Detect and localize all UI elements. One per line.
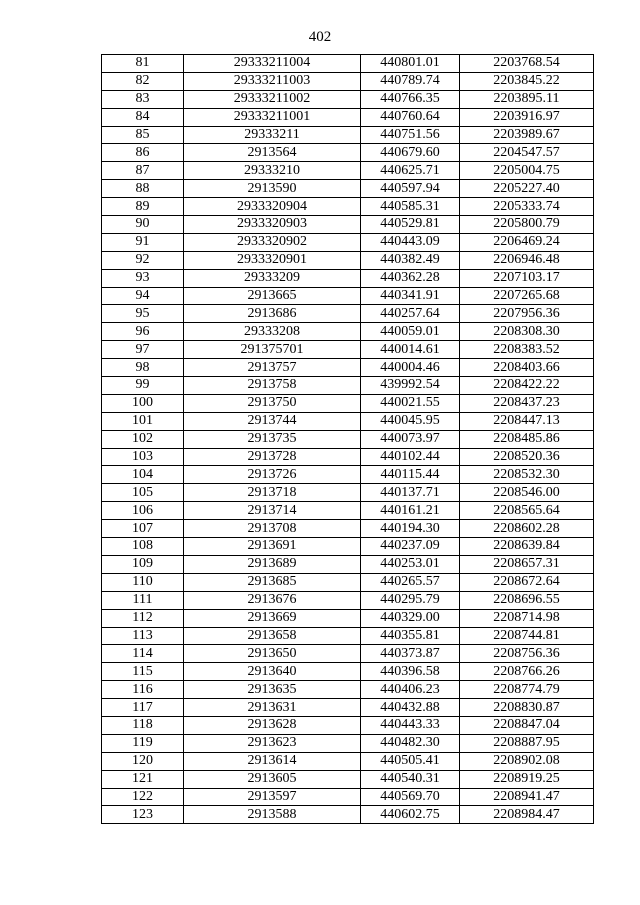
row-index-cell: 116 <box>102 681 184 699</box>
table-row <box>102 323 594 341</box>
table-row <box>102 788 594 806</box>
point-id-cell: 2913628 <box>184 716 361 734</box>
point-id-cell: 2913728 <box>184 448 361 466</box>
table-row <box>102 144 594 162</box>
point-id-cell: 291375701 <box>184 341 361 359</box>
row-index-cell: 105 <box>102 484 184 502</box>
row-index-cell: 87 <box>102 162 184 180</box>
x-coordinate-cell: 440382.49 <box>361 251 460 269</box>
y-coordinate-cell: 2208919.25 <box>460 770 594 788</box>
table-row <box>102 126 594 144</box>
table-row <box>102 716 594 734</box>
row-index-cell: 102 <box>102 430 184 448</box>
y-coordinate-cell: 2208565.64 <box>460 502 594 520</box>
y-coordinate-cell: 2208902.08 <box>460 752 594 770</box>
table-row <box>102 55 594 73</box>
row-index-cell: 91 <box>102 233 184 251</box>
y-coordinate-cell: 2208532.30 <box>460 466 594 484</box>
x-coordinate-cell: 440059.01 <box>361 323 460 341</box>
point-id-cell: 29333211001 <box>184 108 361 126</box>
x-coordinate-cell: 440295.79 <box>361 591 460 609</box>
x-coordinate-cell: 440585.31 <box>361 198 460 216</box>
point-id-cell: 2913640 <box>184 663 361 681</box>
y-coordinate-cell: 2208941.47 <box>460 788 594 806</box>
point-id-cell: 2933320903 <box>184 216 361 234</box>
point-id-cell: 29333211004 <box>184 55 361 73</box>
table-row <box>102 734 594 752</box>
point-id-cell: 2913564 <box>184 144 361 162</box>
x-coordinate-cell: 440257.64 <box>361 305 460 323</box>
y-coordinate-cell: 2205800.79 <box>460 216 594 234</box>
row-index-cell: 101 <box>102 412 184 430</box>
point-id-cell: 2933320902 <box>184 233 361 251</box>
table-row <box>102 752 594 770</box>
point-id-cell: 2913650 <box>184 645 361 663</box>
x-coordinate-cell: 440597.94 <box>361 180 460 198</box>
point-id-cell: 2933320904 <box>184 198 361 216</box>
point-id-cell: 2913726 <box>184 466 361 484</box>
point-id-cell: 2913635 <box>184 681 361 699</box>
y-coordinate-cell: 2208383.52 <box>460 341 594 359</box>
row-index-cell: 99 <box>102 377 184 395</box>
x-coordinate-cell: 440751.56 <box>361 126 460 144</box>
y-coordinate-cell: 2205333.74 <box>460 198 594 216</box>
table-row <box>102 359 594 377</box>
y-coordinate-cell: 2203895.11 <box>460 90 594 108</box>
row-index-cell: 97 <box>102 341 184 359</box>
x-coordinate-cell: 440679.60 <box>361 144 460 162</box>
table-row <box>102 287 594 305</box>
x-coordinate-cell: 440265.57 <box>361 573 460 591</box>
row-index-cell: 106 <box>102 502 184 520</box>
point-id-cell: 2913631 <box>184 699 361 717</box>
table-row <box>102 180 594 198</box>
table-row <box>102 681 594 699</box>
x-coordinate-cell: 440329.00 <box>361 609 460 627</box>
row-index-cell: 95 <box>102 305 184 323</box>
table-row <box>102 305 594 323</box>
y-coordinate-cell: 2208602.28 <box>460 520 594 538</box>
point-id-cell: 2913669 <box>184 609 361 627</box>
y-coordinate-cell: 2207265.68 <box>460 287 594 305</box>
x-coordinate-cell: 440014.61 <box>361 341 460 359</box>
point-id-cell: 2913744 <box>184 412 361 430</box>
x-coordinate-cell: 439992.54 <box>361 377 460 395</box>
table-row <box>102 770 594 788</box>
y-coordinate-cell: 2208485.86 <box>460 430 594 448</box>
y-coordinate-cell: 2205227.40 <box>460 180 594 198</box>
table-row <box>102 162 594 180</box>
x-coordinate-cell: 440115.44 <box>361 466 460 484</box>
point-id-cell: 29333211003 <box>184 72 361 90</box>
table-row <box>102 663 594 681</box>
x-coordinate-cell: 440341.91 <box>361 287 460 305</box>
point-id-cell: 2913605 <box>184 770 361 788</box>
table-row <box>102 627 594 645</box>
row-index-cell: 118 <box>102 716 184 734</box>
y-coordinate-cell: 2208546.00 <box>460 484 594 502</box>
table-row <box>102 484 594 502</box>
x-coordinate-cell: 440137.71 <box>361 484 460 502</box>
row-index-cell: 123 <box>102 806 184 824</box>
x-coordinate-cell: 440443.09 <box>361 233 460 251</box>
y-coordinate-cell: 2208714.98 <box>460 609 594 627</box>
row-index-cell: 108 <box>102 538 184 556</box>
x-coordinate-cell: 440004.46 <box>361 359 460 377</box>
table-row <box>102 233 594 251</box>
table-row <box>102 90 594 108</box>
y-coordinate-cell: 2208766.26 <box>460 663 594 681</box>
x-coordinate-cell: 440355.81 <box>361 627 460 645</box>
point-id-cell: 2913588 <box>184 806 361 824</box>
table-row <box>102 72 594 90</box>
x-coordinate-cell: 440789.74 <box>361 72 460 90</box>
table-row <box>102 341 594 359</box>
row-index-cell: 85 <box>102 126 184 144</box>
row-index-cell: 86 <box>102 144 184 162</box>
table-row <box>102 448 594 466</box>
y-coordinate-cell: 2208887.95 <box>460 734 594 752</box>
table-row <box>102 520 594 538</box>
coordinates-table <box>101 54 594 824</box>
x-coordinate-cell: 440237.09 <box>361 538 460 556</box>
y-coordinate-cell: 2208672.64 <box>460 573 594 591</box>
row-index-cell: 121 <box>102 770 184 788</box>
row-index-cell: 122 <box>102 788 184 806</box>
row-index-cell: 89 <box>102 198 184 216</box>
row-index-cell: 115 <box>102 663 184 681</box>
point-id-cell: 2913676 <box>184 591 361 609</box>
y-coordinate-cell: 2208756.36 <box>460 645 594 663</box>
x-coordinate-cell: 440569.70 <box>361 788 460 806</box>
table-row <box>102 251 594 269</box>
point-id-cell: 2913708 <box>184 520 361 538</box>
point-id-cell: 2913686 <box>184 305 361 323</box>
row-index-cell: 84 <box>102 108 184 126</box>
y-coordinate-cell: 2207956.36 <box>460 305 594 323</box>
y-coordinate-cell: 2206469.24 <box>460 233 594 251</box>
y-coordinate-cell: 2203989.67 <box>460 126 594 144</box>
y-coordinate-cell: 2208830.87 <box>460 699 594 717</box>
point-id-cell: 2933320901 <box>184 251 361 269</box>
x-coordinate-cell: 440253.01 <box>361 555 460 573</box>
row-index-cell: 104 <box>102 466 184 484</box>
row-index-cell: 120 <box>102 752 184 770</box>
table-row <box>102 502 594 520</box>
point-id-cell: 2913689 <box>184 555 361 573</box>
point-id-cell: 2913735 <box>184 430 361 448</box>
x-coordinate-cell: 440362.28 <box>361 269 460 287</box>
table-row <box>102 412 594 430</box>
row-index-cell: 90 <box>102 216 184 234</box>
x-coordinate-cell: 440161.21 <box>361 502 460 520</box>
y-coordinate-cell: 2205004.75 <box>460 162 594 180</box>
row-index-cell: 100 <box>102 394 184 412</box>
y-coordinate-cell: 2208696.55 <box>460 591 594 609</box>
row-index-cell: 83 <box>102 90 184 108</box>
point-id-cell: 2913750 <box>184 394 361 412</box>
x-coordinate-cell: 440482.30 <box>361 734 460 752</box>
point-id-cell: 29333210 <box>184 162 361 180</box>
row-index-cell: 96 <box>102 323 184 341</box>
row-index-cell: 112 <box>102 609 184 627</box>
y-coordinate-cell: 2208437.23 <box>460 394 594 412</box>
table-row <box>102 377 594 395</box>
point-id-cell: 2913685 <box>184 573 361 591</box>
table-row <box>102 555 594 573</box>
x-coordinate-cell: 440432.88 <box>361 699 460 717</box>
point-id-cell: 2913623 <box>184 734 361 752</box>
y-coordinate-cell: 2208639.84 <box>460 538 594 556</box>
point-id-cell: 2913691 <box>184 538 361 556</box>
table-row <box>102 573 594 591</box>
x-coordinate-cell: 440194.30 <box>361 520 460 538</box>
row-index-cell: 110 <box>102 573 184 591</box>
x-coordinate-cell: 440529.81 <box>361 216 460 234</box>
y-coordinate-cell: 2203768.54 <box>460 55 594 73</box>
x-coordinate-cell: 440396.58 <box>361 663 460 681</box>
x-coordinate-cell: 440766.35 <box>361 90 460 108</box>
point-id-cell: 2913614 <box>184 752 361 770</box>
table-row <box>102 430 594 448</box>
table-row <box>102 806 594 824</box>
row-index-cell: 82 <box>102 72 184 90</box>
y-coordinate-cell: 2208403.66 <box>460 359 594 377</box>
point-id-cell: 2913665 <box>184 287 361 305</box>
table-row <box>102 466 594 484</box>
table-row <box>102 645 594 663</box>
row-index-cell: 92 <box>102 251 184 269</box>
point-id-cell: 29333211 <box>184 126 361 144</box>
point-id-cell: 2913714 <box>184 502 361 520</box>
y-coordinate-cell: 2208520.36 <box>460 448 594 466</box>
point-id-cell: 2913757 <box>184 359 361 377</box>
row-index-cell: 103 <box>102 448 184 466</box>
table-row <box>102 269 594 287</box>
row-index-cell: 109 <box>102 555 184 573</box>
page-number: 402 <box>308 29 332 45</box>
x-coordinate-cell: 440505.41 <box>361 752 460 770</box>
x-coordinate-cell: 440102.44 <box>361 448 460 466</box>
y-coordinate-cell: 2206946.48 <box>460 251 594 269</box>
y-coordinate-cell: 2208422.22 <box>460 377 594 395</box>
point-id-cell: 29333211002 <box>184 90 361 108</box>
point-id-cell: 29333209 <box>184 269 361 287</box>
x-coordinate-cell: 440406.23 <box>361 681 460 699</box>
table-row <box>102 198 594 216</box>
y-coordinate-cell: 2204547.57 <box>460 144 594 162</box>
table-row <box>102 394 594 412</box>
x-coordinate-cell: 440373.87 <box>361 645 460 663</box>
y-coordinate-cell: 2208447.13 <box>460 412 594 430</box>
row-index-cell: 107 <box>102 520 184 538</box>
x-coordinate-cell: 440045.95 <box>361 412 460 430</box>
x-coordinate-cell: 440021.55 <box>361 394 460 412</box>
x-coordinate-cell: 440625.71 <box>361 162 460 180</box>
point-id-cell: 2913597 <box>184 788 361 806</box>
y-coordinate-cell: 2203916.97 <box>460 108 594 126</box>
table-row <box>102 108 594 126</box>
table-row <box>102 216 594 234</box>
row-index-cell: 88 <box>102 180 184 198</box>
x-coordinate-cell: 440801.01 <box>361 55 460 73</box>
row-index-cell: 119 <box>102 734 184 752</box>
point-id-cell: 2913590 <box>184 180 361 198</box>
y-coordinate-cell: 2208308.30 <box>460 323 594 341</box>
table-row <box>102 538 594 556</box>
row-index-cell: 98 <box>102 359 184 377</box>
x-coordinate-cell: 440602.75 <box>361 806 460 824</box>
table-row <box>102 609 594 627</box>
point-id-cell: 2913658 <box>184 627 361 645</box>
x-coordinate-cell: 440760.64 <box>361 108 460 126</box>
y-coordinate-cell: 2208657.31 <box>460 555 594 573</box>
row-index-cell: 94 <box>102 287 184 305</box>
row-index-cell: 113 <box>102 627 184 645</box>
coordinates-table-body <box>102 55 594 824</box>
y-coordinate-cell: 2208847.04 <box>460 716 594 734</box>
x-coordinate-cell: 440540.31 <box>361 770 460 788</box>
point-id-cell: 29333208 <box>184 323 361 341</box>
row-index-cell: 93 <box>102 269 184 287</box>
x-coordinate-cell: 440073.97 <box>361 430 460 448</box>
y-coordinate-cell: 2208744.81 <box>460 627 594 645</box>
y-coordinate-cell: 2203845.22 <box>460 72 594 90</box>
table-row <box>102 699 594 717</box>
y-coordinate-cell: 2208984.47 <box>460 806 594 824</box>
table-row <box>102 591 594 609</box>
y-coordinate-cell: 2207103.17 <box>460 269 594 287</box>
row-index-cell: 111 <box>102 591 184 609</box>
row-index-cell: 114 <box>102 645 184 663</box>
point-id-cell: 2913758 <box>184 377 361 395</box>
row-index-cell: 81 <box>102 55 184 73</box>
y-coordinate-cell: 2208774.79 <box>460 681 594 699</box>
x-coordinate-cell: 440443.33 <box>361 716 460 734</box>
point-id-cell: 2913718 <box>184 484 361 502</box>
row-index-cell: 117 <box>102 699 184 717</box>
